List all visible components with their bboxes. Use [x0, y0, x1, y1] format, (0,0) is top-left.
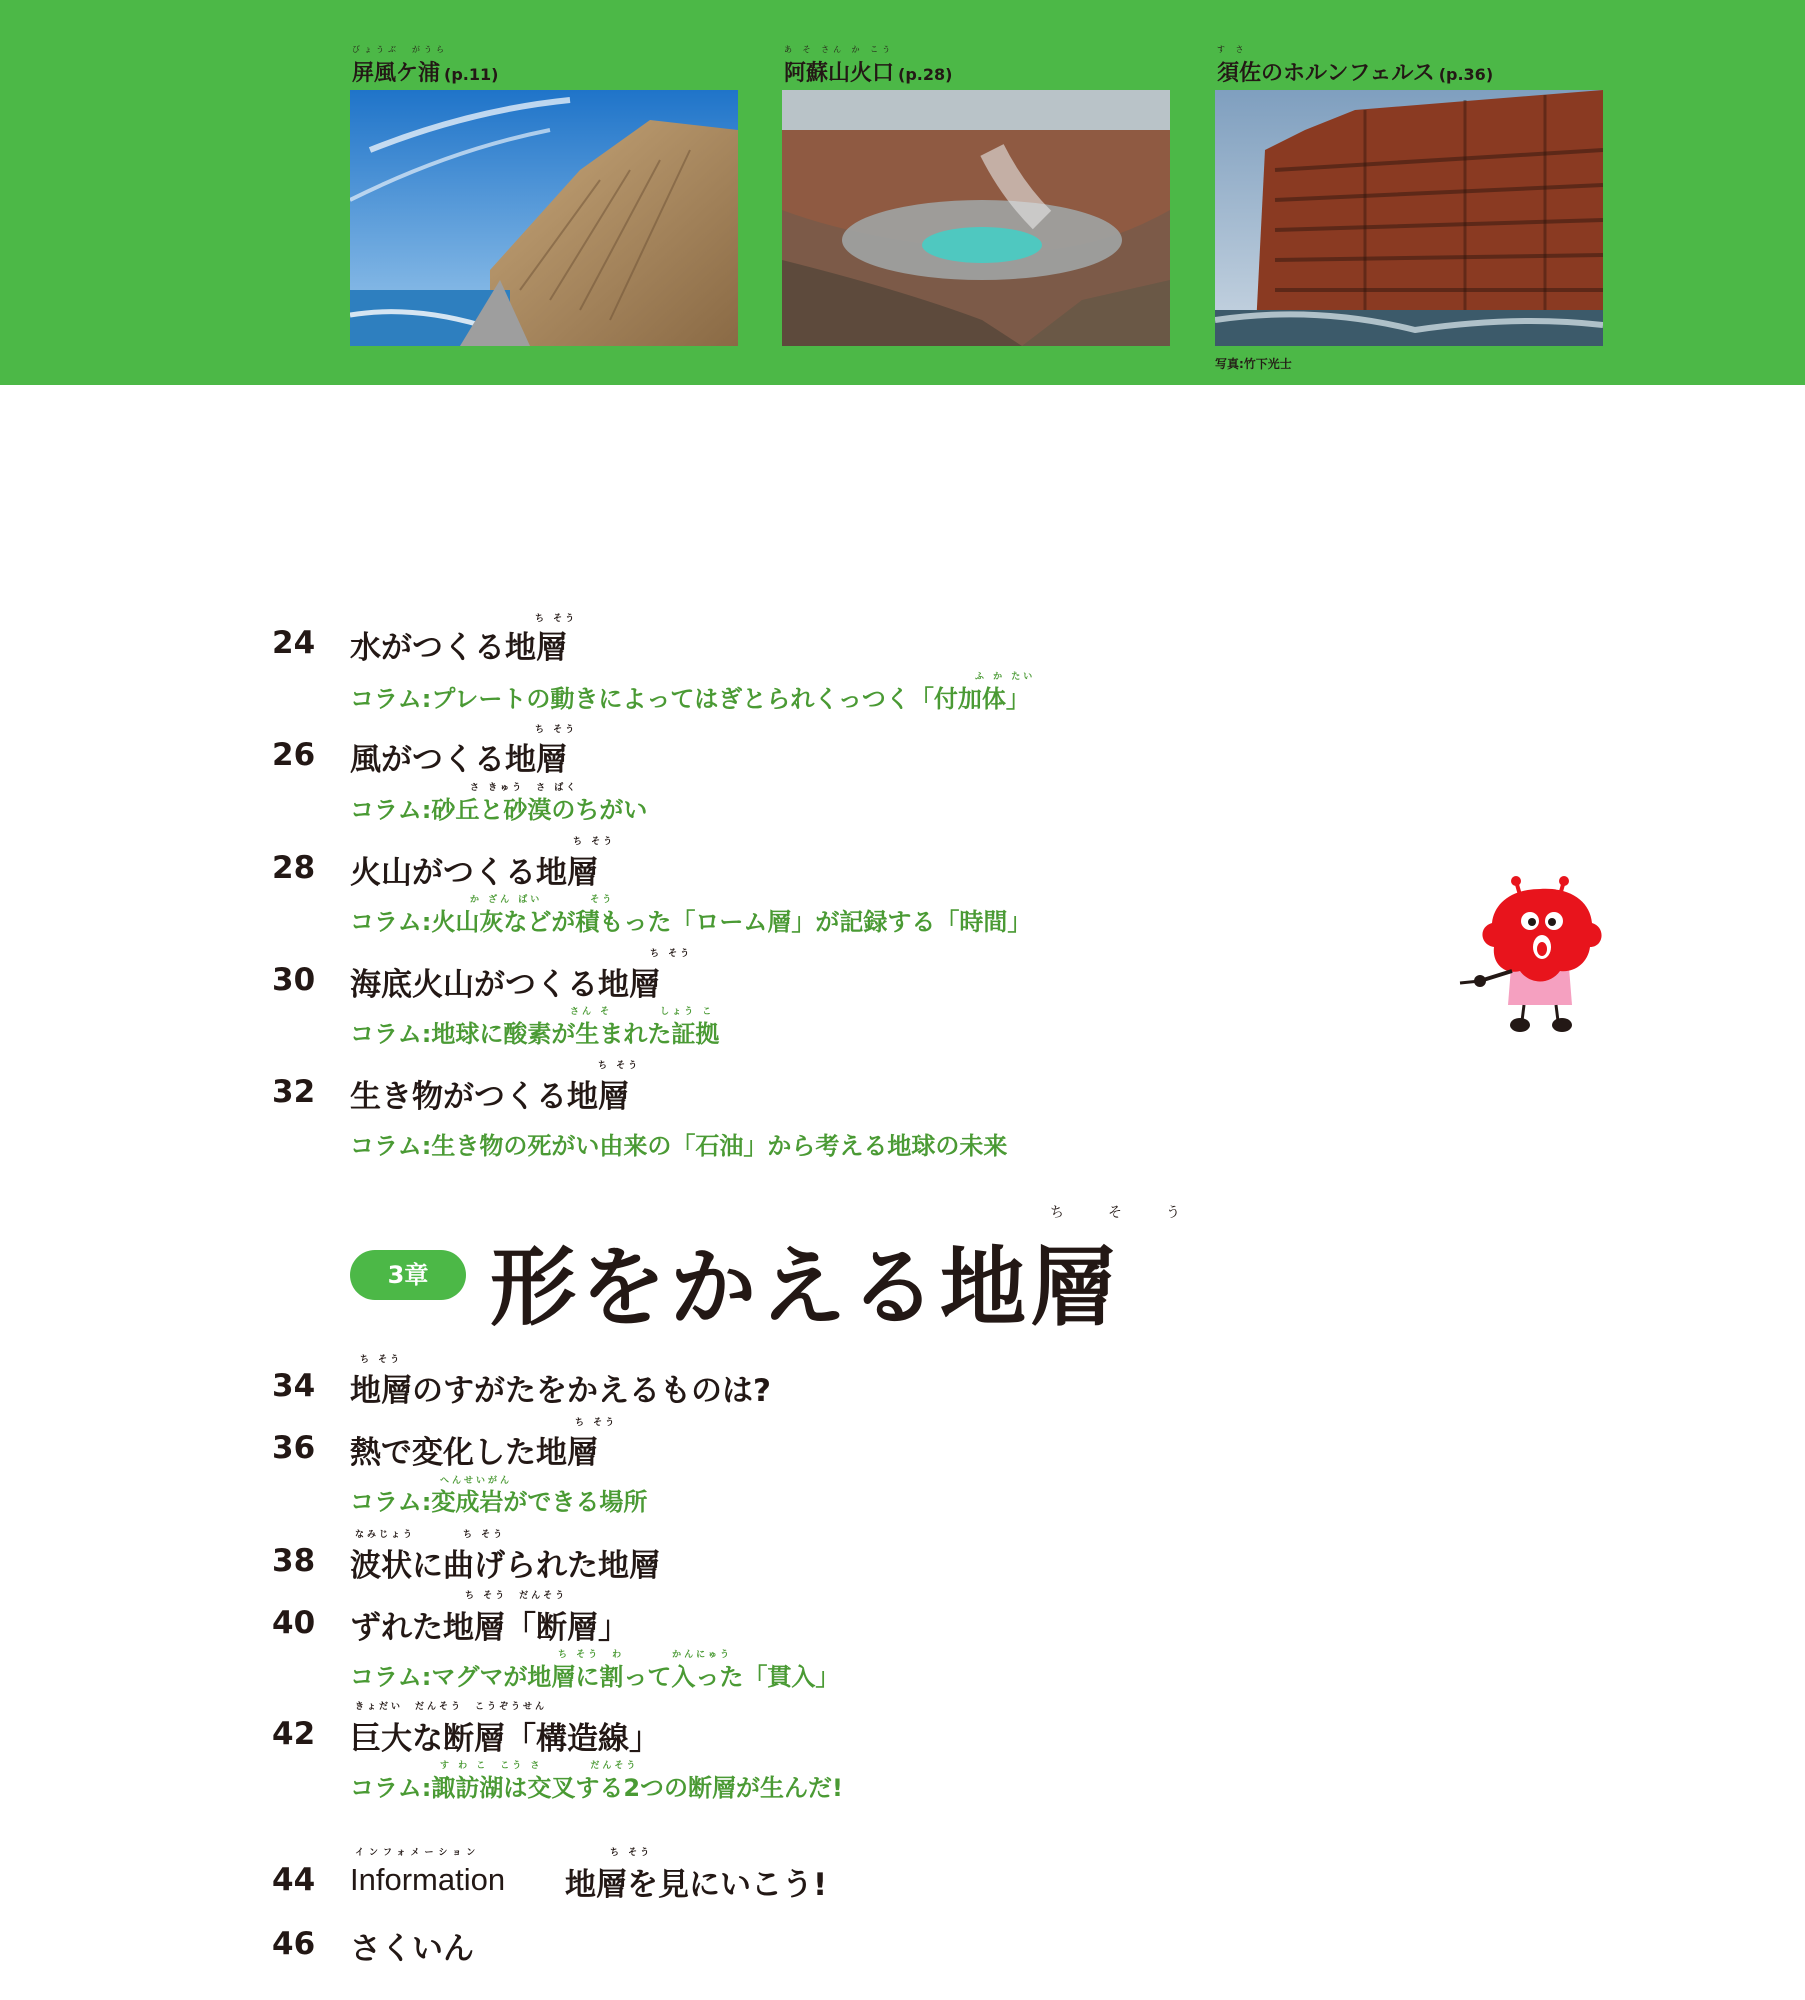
page-number: 30 [272, 962, 316, 998]
entry-title: 生き物がつくる地層 [350, 1079, 629, 1115]
entry-title: 火山がつくる地層 [350, 855, 598, 891]
photo-furigana: す さ [1217, 45, 1248, 54]
mascot-character [1450, 875, 1620, 1035]
title-furigana: ち そう [535, 614, 578, 624]
column-furigana: さ きゅう さ ばく [470, 783, 579, 793]
photo-credit: 写真:竹下光士 [1215, 357, 1292, 371]
information-word: Information [350, 1862, 506, 1897]
page-number: 36 [272, 1430, 316, 1466]
title-furigana: ち そう [575, 1418, 618, 1428]
column-text: コラム:砂丘と砂漠のちがい [350, 796, 648, 824]
column-text: コラム:生き物の死がい由来の「石油」から考える地球の未来 [350, 1132, 1008, 1160]
page-number: 32 [272, 1074, 316, 1110]
title-furigana: ち そう [610, 1848, 653, 1858]
word-furigana: インフォメーション [355, 1848, 481, 1858]
column-furigana: か ざん ばい そう [470, 895, 615, 905]
entry-title: 巨大な断層「構造線」 [350, 1721, 660, 1757]
photo-name: 屏風ケ浦 [352, 61, 441, 86]
column-text: コラム:マグマが地層に割って入った「貫入」 [350, 1663, 840, 1691]
photo-name: 須佐のホルンフェルス [1217, 61, 1435, 86]
title-furigana: ち そう [650, 949, 693, 959]
page-number: 46 [272, 1926, 316, 1962]
chapter-title: 形をかえる地層 [490, 1238, 1120, 1338]
entry-title: 波状に曲げられた地層 [350, 1548, 660, 1584]
page-number: 44 [272, 1862, 316, 1898]
page-number: 34 [272, 1368, 316, 1404]
entry-title: 水がつくる地層 [350, 630, 567, 666]
entry-title: 海底火山がつくる地層 [350, 967, 660, 1003]
column-furigana: す わ こ こう さ だんそう [440, 1761, 639, 1771]
page-number: 26 [272, 737, 316, 773]
title-furigana: きょだい だんそう こうぞうせん [355, 1702, 548, 1712]
title-furigana: ち そう [360, 1355, 403, 1365]
column-furigana: ち そう わ かんにゅう [558, 1650, 732, 1660]
column-furigana: さん そ しょう こ [570, 1007, 715, 1017]
title-furigana: ち そう だんそう [465, 1591, 568, 1601]
entry-title: さくいん [350, 1931, 474, 1967]
page-number: 40 [272, 1605, 316, 1641]
entry-title: ずれた地層「断層」 [350, 1610, 629, 1646]
column-furigana: ふ か たい [975, 672, 1036, 682]
column-text: コラム:変成岩ができる場所 [350, 1488, 648, 1516]
title-furigana: なみじょう ち そう [355, 1530, 506, 1540]
chapter-badge: 3章 [350, 1250, 466, 1300]
page-number: 42 [272, 1716, 316, 1752]
photo-page-ref: (p.28) [898, 65, 953, 84]
column-furigana: へんせいがん [440, 1476, 513, 1486]
page-number: 28 [272, 850, 316, 886]
title-furigana: ち そう [535, 725, 578, 735]
page-number: 38 [272, 1543, 316, 1579]
title-furigana: ち そう [573, 837, 616, 847]
photo-page-ref: (p.36) [1438, 65, 1494, 84]
column-text: コラム:火山灰などが積もった「ローム層」が記録する「時間」 [350, 908, 1032, 936]
photo-page-ref: (p.11) [444, 65, 499, 84]
entry-title: 風がつくる地層 [350, 742, 567, 778]
photo-name: 阿蘇山火口 [784, 61, 895, 86]
title-furigana: ち そう [598, 1061, 641, 1071]
entry-title: 熱で変化した地層 [350, 1435, 598, 1471]
photo-furigana: びょうぶ がうら [352, 45, 448, 54]
page-number: 24 [272, 625, 316, 661]
entry-title: 地層のすがたをかえるものは? [350, 1373, 771, 1409]
column-text: コラム:諏訪湖は交叉する2つの断層が生んだ! [350, 1774, 844, 1802]
entry-title: 地層を見にいこう! [565, 1867, 828, 1903]
column-text: コラム:プレートの動きによってはぎとられくっつく「付加体」 [350, 685, 1030, 713]
photo-furigana: あ そ さん か こう [784, 45, 895, 54]
chapter-furigana: ちそう [1050, 1205, 1224, 1221]
column-text: コラム:地球に酸素が生まれた証拠 [350, 1020, 720, 1048]
